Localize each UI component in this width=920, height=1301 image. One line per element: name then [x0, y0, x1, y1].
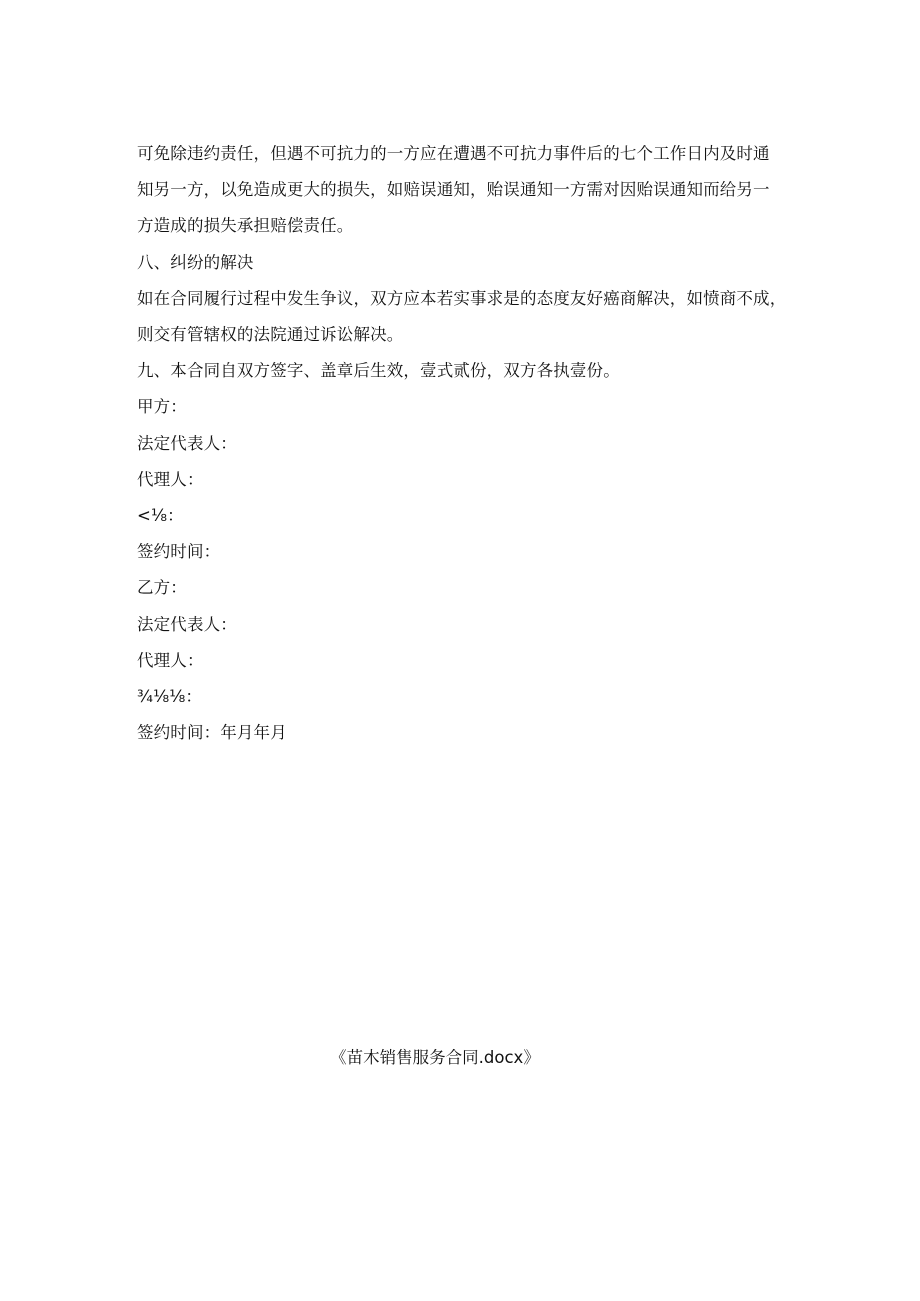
party-b-label: 乙方： [137, 578, 187, 598]
party-b-garbled-field: ¾⅛⅛： [137, 687, 203, 707]
clause-force-majeure-line-3: 方造成的损失承担赔偿责任。 [137, 216, 354, 236]
clause-force-majeure-line-1: 可免除违约责任，但遇不可抗力的一方应在遭遇不可抗力事件后的七个工作日内及时通 [137, 144, 770, 163]
contract-body [137, 136, 792, 751]
party-b-legal-representative: 法定代表人： [137, 614, 237, 634]
party-a-garbled-field: <⅛： [137, 506, 184, 526]
clause-force-majeure-line-2: 知另一方，以免造成更大的损失，如赔误通知，贻误通知一方需对因贻误通知而给另一 [137, 180, 770, 200]
section-heading-dispute: 八、纠纷的解决 [137, 252, 254, 272]
section-effective-clause: 九、本合同自双方签字、盖章后生效，壹式贰份，双方各执壹份。 [137, 361, 620, 381]
clause-dispute-line-2: 则交有管辖权的法院通过诉讼解决。 [137, 325, 404, 345]
party-b-signing-time: 签约时间：年月年月 [137, 723, 287, 743]
party-a-label: 甲方： [137, 397, 187, 417]
party-b-agent: 代理人： [137, 650, 204, 670]
document-footer [0, 1046, 920, 1070]
footer-file-title: 《苗木销售服务合同.docx》 [330, 1048, 540, 1067]
party-a-legal-representative: 法定代表人： [137, 433, 237, 453]
party-a-signing-time: 签约时间： [137, 542, 221, 562]
party-a-agent: 代理人： [137, 469, 204, 489]
clause-dispute-line-1: 如在合同履行过程中发生争议，双方应本若实事求是的态度友好癌商解决，如愤商不成， [137, 288, 787, 308]
